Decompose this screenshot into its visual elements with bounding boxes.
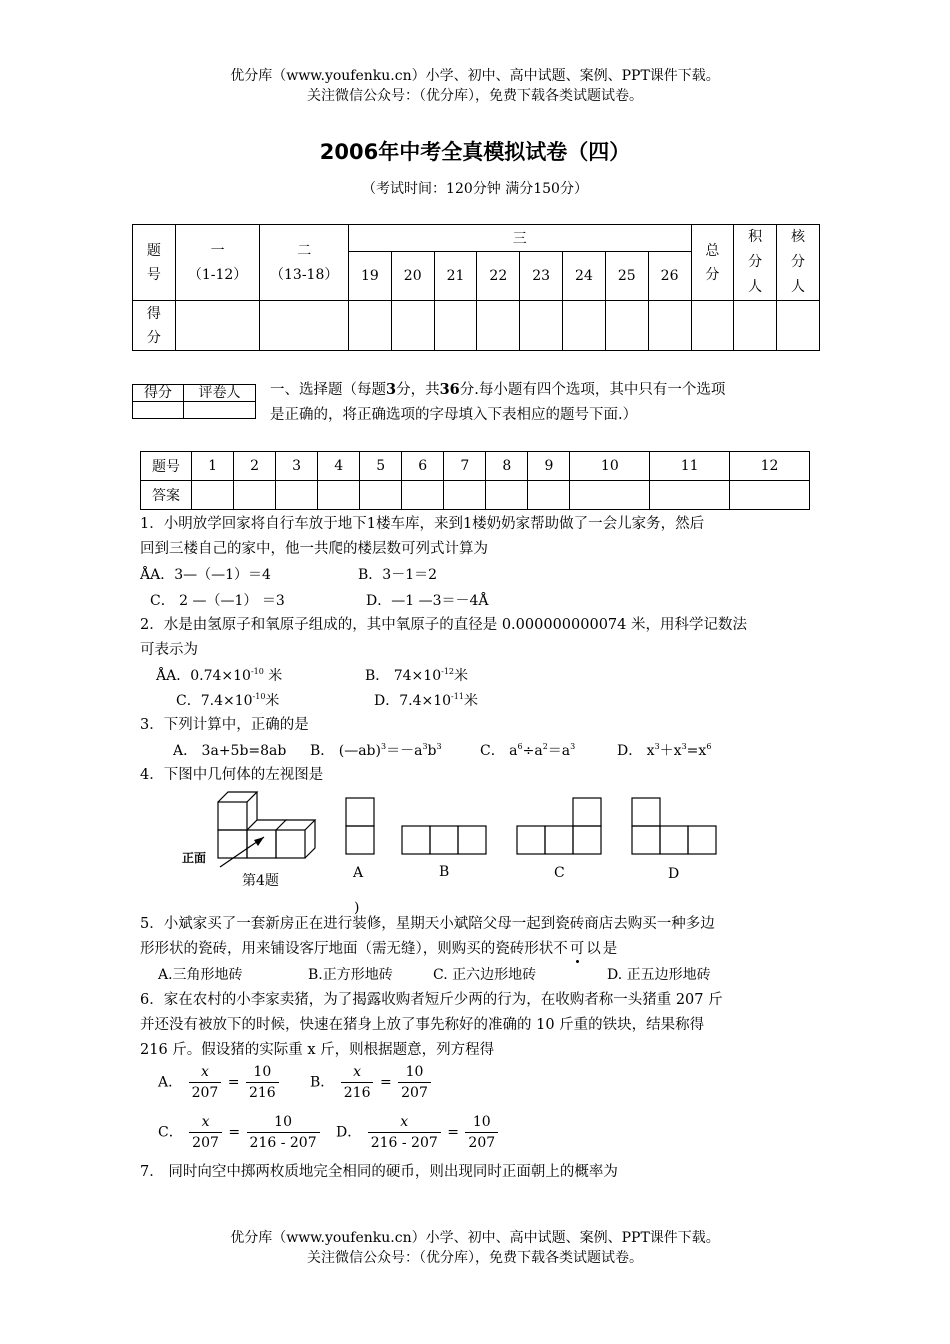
q3-option-b: B． $(—ab)^3=-a^3b^3$: [310, 742, 442, 759]
score-input-cell[interactable]: [605, 301, 648, 351]
q1-option-b: B．3－1＝2: [358, 567, 438, 583]
q5-option-d: D. 正五边形地砖: [607, 967, 711, 983]
score-input-cell[interactable]: [175, 301, 260, 351]
score-input-cell[interactable]: [391, 301, 434, 351]
question-6: [140, 988, 815, 1063]
answer-table-q-label: 题号: [141, 452, 192, 481]
answer-cell[interactable]: [486, 481, 528, 510]
q4-label-d: D: [668, 866, 680, 882]
answer-table-num: 7: [444, 452, 486, 481]
q2-option-b: B． $74\times 10^{-12}$米: [365, 667, 468, 684]
score-input-cell[interactable]: [777, 301, 820, 351]
emphasis-dots: 不可以: [553, 941, 603, 957]
site-header-line1: 优分库（www.youfenku.cn）小学、初中、高中试题、案例、PPT课件下载。: [230, 68, 720, 84]
score-input-cell[interactable]: [434, 301, 477, 351]
question-5: [140, 912, 815, 962]
total-cell: 总 分: [691, 225, 734, 301]
page-title: 2006年中考全真模拟试卷（四）: [319, 140, 631, 164]
grader-score-label: 得分: [133, 385, 184, 402]
score-input-cell[interactable]: [648, 301, 691, 351]
question-number-cell: 22: [477, 251, 520, 300]
q6-option-c: C． $\frac{x}{207}$ = $\frac{10}{216 - 207}$: [158, 1112, 322, 1153]
question-number-cell: 25: [605, 251, 648, 300]
score-input-cell[interactable]: [477, 301, 520, 351]
grader-score-cell[interactable]: [133, 402, 184, 419]
answer-cell[interactable]: [570, 481, 650, 510]
answer-cell[interactable]: [528, 481, 570, 510]
question-2-stem: 可表示为: [140, 642, 198, 658]
q4-option-a-view: [346, 798, 374, 854]
q3-option-d: D． $x^3+x^3=x^6$: [617, 742, 712, 759]
answer-cell[interactable]: [730, 481, 810, 510]
q6-option-d: D． $\frac{x}{216 - 207}$ = $\frac{10}{207}$: [336, 1112, 500, 1153]
question-number-cell: 23: [520, 251, 563, 300]
question-number-cell: 20: [391, 251, 434, 300]
answer-cell[interactable]: [650, 481, 730, 510]
q4-caption: 第4题: [242, 873, 279, 889]
answer-cell[interactable]: [276, 481, 318, 510]
q4-option-c-view: [517, 798, 601, 854]
section1-cell: 一 （1-12）: [175, 225, 260, 301]
grader-box: [132, 384, 256, 419]
answer-table-num: 9: [528, 452, 570, 481]
q4-label-b: B: [439, 864, 450, 880]
q1-option-a: ÅA．3—（—1）＝4: [140, 567, 271, 583]
scorer-cell: 积 分 人: [734, 225, 777, 301]
page-subtitle: （考试时间：120分钟 满分150分）: [362, 181, 588, 197]
answer-cell[interactable]: [234, 481, 276, 510]
q4-option-b-view: [402, 826, 486, 854]
answer-table-num: 6: [402, 452, 444, 481]
score-table-header-cell: 题 号: [133, 225, 176, 301]
site-header-line2: 关注微信公众号：（优分库），免费下载各类试题试卷。: [307, 88, 643, 104]
question-2: [140, 613, 815, 663]
q4-label-c: C: [554, 865, 565, 881]
answer-cell[interactable]: [318, 481, 360, 510]
score-input-cell[interactable]: [734, 301, 777, 351]
question-5-stem: 5．小斌家买了一套新房正在进行装修，星期天小斌陪父母一起到瓷砖商店去购买一种多边: [140, 916, 715, 932]
question-number-cell: 19: [349, 251, 392, 300]
front-label: 正面: [182, 851, 207, 865]
score-row-label: 得 分: [133, 301, 176, 351]
isometric-solid: [218, 792, 315, 858]
stray-paren: ): [354, 900, 360, 916]
question-1: [140, 512, 815, 562]
answer-table-num: 8: [486, 452, 528, 481]
question-6-stem: 6．家在农村的小李家卖猪，为了揭露收购者短斤少两的行为，在收购者称一头猪重 207 斤: [140, 992, 723, 1008]
answer-table: [140, 451, 810, 510]
answer-table-num: 12: [730, 452, 810, 481]
q4-option-d-view: [632, 798, 716, 854]
answer-cell[interactable]: [192, 481, 234, 510]
question-4-stem: 4．下图中几何体的左视图是: [140, 767, 324, 783]
question-3-stem: 3．下列计算中，正确的是: [140, 717, 309, 733]
question-number-cell: 26: [648, 251, 691, 300]
q4-figure: [180, 790, 740, 890]
answer-cell[interactable]: [360, 481, 402, 510]
site-footer-line1: 优分库（www.youfenku.cn）小学、初中、高中试题、案例、PPT课件下载。: [230, 1230, 720, 1246]
q3-option-a: A． 3a+5b=8ab: [173, 743, 287, 759]
score-input-cell[interactable]: [691, 301, 734, 351]
score-input-cell[interactable]: [260, 301, 349, 351]
q3-option-c: C． $a^6\div a^2=a^3$: [480, 742, 576, 759]
question-number-cell: 24: [563, 251, 606, 300]
grader-name-cell[interactable]: [184, 402, 256, 419]
q5-option-b: B.正方形地砖: [308, 967, 393, 983]
section1-instructions: 一、选择题（每题3分，共36分.每小题有四个选项，其中只有一个选项 是正确的，将正确选项的字母填入下表相应的题号下面.）: [270, 381, 726, 423]
q1-option-d: D．—1 —3＝－4Å: [366, 593, 489, 609]
q6-option-a: A． $\frac{x}{207}$ = $\frac{10}{216}$: [158, 1062, 281, 1103]
question-number-cell: 21: [434, 251, 477, 300]
answer-table-num: 2: [234, 452, 276, 481]
score-table: [132, 224, 820, 351]
q5-option-a: A.三角形地砖: [158, 967, 243, 983]
section3-cell: 三: [349, 225, 692, 252]
score-input-cell[interactable]: [520, 301, 563, 351]
score-input-cell[interactable]: [563, 301, 606, 351]
score-input-cell[interactable]: [349, 301, 392, 351]
question-2-stem: 2．水是由氢原子和氧原子组成的，其中氧原子的直径是 0.000000000074 米，用科学记数法: [140, 617, 747, 633]
q1-option-c: C． 2 —（—1） ＝3: [150, 593, 285, 609]
q2-option-c: C．$7.4\times 10^{-10}$米: [176, 692, 280, 709]
q4-label-a: A: [353, 865, 364, 881]
q6-option-b: B． $\frac{x}{216}$ = $\frac{10}{207}$: [310, 1062, 433, 1103]
question-1-stem: 1．小明放学回家将自行车放于地下1楼车库，来到1楼奶奶家帮助做了一会儿家务，然后: [140, 516, 705, 532]
q2-option-a: ÅA．$0.74\times 10^{-10}$ 米: [156, 667, 283, 684]
arrow-head-icon: [254, 837, 264, 846]
checker-cell: 核 分 人: [777, 225, 820, 301]
question-6-stem: 216 斤。假设猪的实际重 x 斤，则根据题意，列方程得: [140, 1042, 495, 1058]
answer-table-num: 11: [650, 452, 730, 481]
question-5-stem: 形形状的瓷砖，用来铺设客厅地面（需无缝），则购买的瓷砖形状不可以是: [140, 941, 618, 957]
answer-table-num: 3: [276, 452, 318, 481]
q5-option-c: C. 正六边形地砖: [433, 967, 537, 983]
section2-cell: 二 （13-18）: [260, 225, 349, 301]
question-6-stem: 并还没有被放下的时候，快速在猪身上放了事先称好的准确的 10 斤重的铁块，结果称得: [140, 1017, 705, 1033]
answer-cell[interactable]: [444, 481, 486, 510]
answer-table-num: 1: [192, 452, 234, 481]
question-7-stem: 7． 同时向空中掷两枚质地完全相同的硬币，则出现同时正面朝上的概率为: [140, 1164, 618, 1180]
question-1-stem: 回到三楼自己的家中，他一共爬的楼层数可列式计算为: [140, 541, 488, 557]
answer-table-num: 4: [318, 452, 360, 481]
answer-table-num: 5: [360, 452, 402, 481]
answer-table-num: 10: [570, 452, 650, 481]
answer-cell[interactable]: [402, 481, 444, 510]
q2-option-d: D．$7.4\times 10^{-11}$米: [374, 692, 478, 709]
site-footer-line2: 关注微信公众号：（优分库），免费下载各类试题试卷。: [307, 1250, 643, 1266]
answer-table-a-label: 答案: [141, 481, 192, 510]
grader-name-label: 评卷人: [184, 385, 256, 402]
